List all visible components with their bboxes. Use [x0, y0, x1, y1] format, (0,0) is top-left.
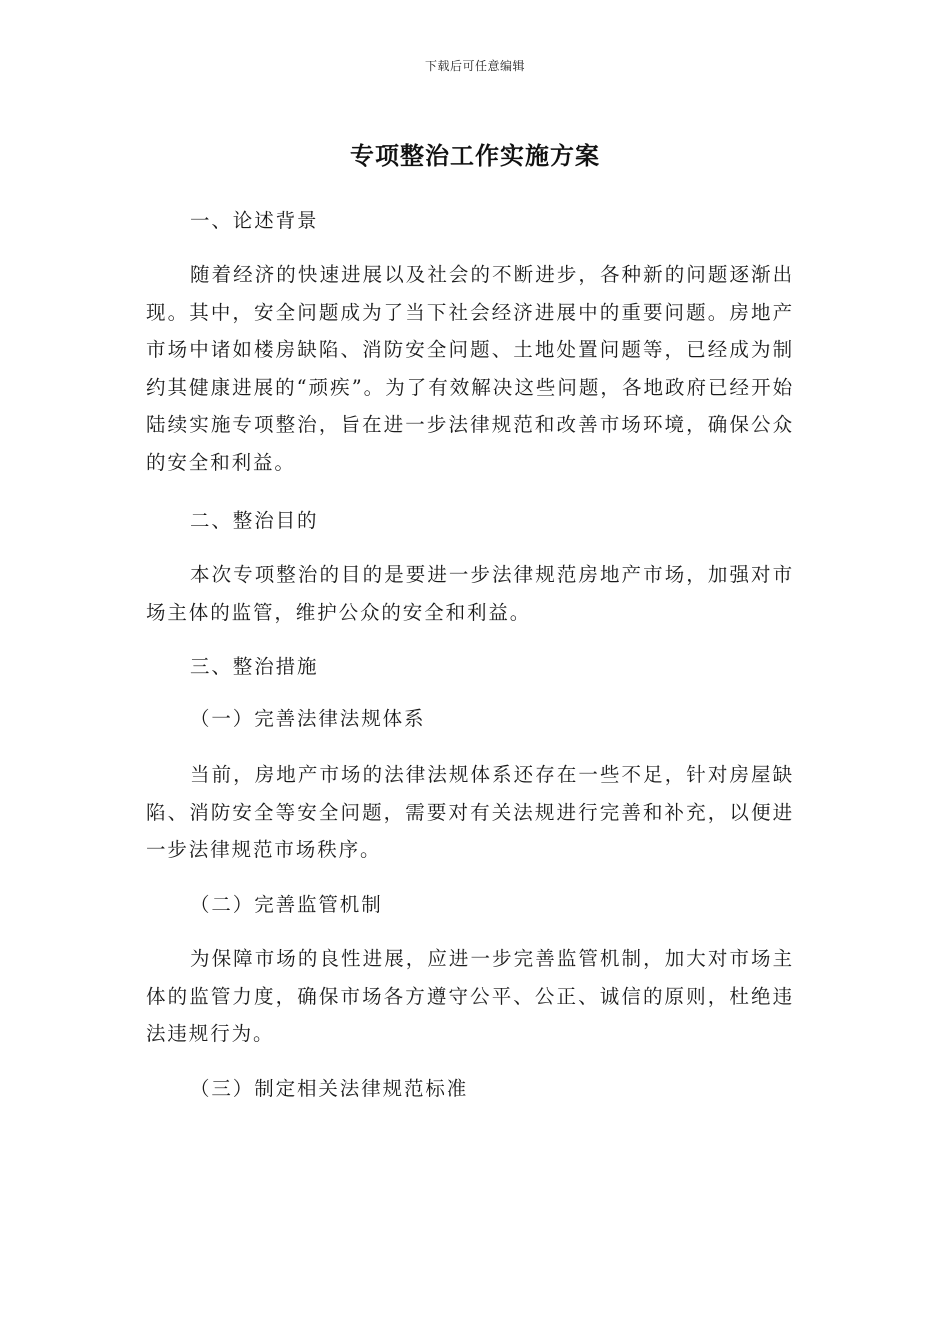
paragraph-supervision: 为保障市场的良性进展，应进一步完善监管机制，加大对市场主体的监管力度，确保市场各方遵守公平、公正、诚信的原则，杜绝违法违规行为。 [146, 947, 794, 1045]
subsection-heading-laws: （一）完善法律法规体系 [190, 707, 426, 730]
subsection-heading-standards: （三）制定相关法律规范标准 [190, 1077, 469, 1100]
paragraph-background: 随着经济的快速进展以及社会的不断进步，各种新的问题逐渐出现。其中，安全问题成为了当下社会经济进展中的重要问题。房地产市场中诸如楼房缺陷、消防安全问题、土地处置问题等，已经成为制约其健康进展的“顽疾”。为了有效解决这些问题，各地政府已经开始陆续实施专项整治，旨在进一步法律规范和改善市场环境，确保公众的安全和利益。 [146, 263, 794, 474]
section-heading-measures: 三、整治措施 [190, 655, 319, 678]
paragraph-purpose: 本次专项整治的目的是要进一步法律规范房地产市场，加强对市场主体的监管，维护公众的安全和利益。 [146, 563, 794, 624]
section-heading-purpose: 二、整治目的 [190, 509, 319, 532]
paragraph-laws: 当前，房地产市场的法律法规体系还存在一些不足，针对房屋缺陷、消防安全等安全问题，需要对有关法规进行完善和补充，以便进一步法律规范市场秩序。 [146, 763, 794, 861]
subsection-heading-supervision: （二）完善监管机制 [190, 893, 383, 916]
section-heading-background: 一、论述背景 [190, 209, 319, 232]
header-note: 下载后可任意编辑 [424, 59, 525, 73]
document-title: 专项整治工作实施方案 [350, 142, 600, 170]
